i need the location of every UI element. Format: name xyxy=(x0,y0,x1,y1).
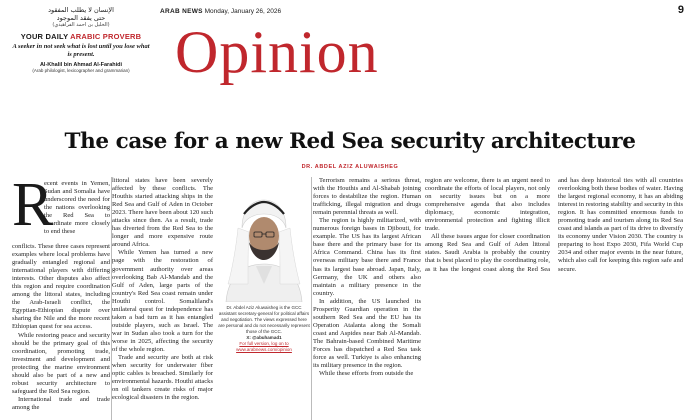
author-photo xyxy=(218,184,310,302)
author-handle: X: @abuhamad1 xyxy=(246,335,282,340)
page-number: 9 xyxy=(677,4,684,16)
column-rule xyxy=(311,177,312,420)
col6-paragraph-1: region are welcome, there is an urgent need to coordinate the efforts of local players, not only on security issues but on a more comprehensive agenda that also includes diplomacy, economic integration, environmental protection and fighting illicit trade. xyxy=(425,177,550,233)
drop-cap: R xyxy=(12,171,54,239)
article-byline: DR. ABDEL AZIZ ALUWAISHEG xyxy=(301,164,399,170)
proverb-author-note: (Arab philologist, lexicographer and grammarian) xyxy=(32,68,130,73)
masthead-date: Monday, January 26, 2026 xyxy=(204,8,282,15)
col2-paragraph-2: While Yemen has turned a new page with the restoration of government authority over areas overlooking Bab Al-Mandab and the Gulf of Aden, large parts of the country's Red Sea coast remain under Houthi control. Somaliland's unilateral quest for independence has taken a bad turn as it has entangled outside players, such as Israel. The war in Sudan also took a turn for the worse in 2025, affecting the security of the whole region. xyxy=(112,249,213,353)
col1-lead-text xyxy=(44,180,110,236)
col4-paragraph-3: In addition, the US launched its Prosperity Guardian operation in the southern Red Sea and the EU has its Operation Atalanta along the Somali coast and Aspides near Bab Al-Mandab. The Bahrain-based Combined Maritime Forces has dispatched a Red Sea task force as well. Turkiye is also enhancing its military presence in the region. xyxy=(313,297,421,370)
article-column-2 xyxy=(112,177,213,402)
article-column-1 xyxy=(12,243,110,412)
col4-paragraph-1: Terrorism remains a serious threat, with the Houthis and Al-Shabab joining forces to destabilize the region. Human trafficking, illegal migration and drugs remain perennial threats as well. xyxy=(313,177,421,217)
col1-paragraph-1: conflicts. These three cases represent examples where local problems have gradually entangled regional and international players with differing interests. Other disputes also affect this region and require coordination among the littoral states, including the Arab-Israeli conflict, the Egyptian-Ethiopian dispute over sharing the Nile and the more recent Ethiopian quest for sea access. xyxy=(12,243,110,331)
col1-paragraph-2: While restoring peace and security should be the primary goal of this coordination, promoting trade, investment and development and protecting the marine environment should also be part of a new and robust security architecture to safeguard the Red Sea region. xyxy=(12,331,110,395)
article-headline: The case for a new Red Sea security architecture xyxy=(64,129,636,154)
section-title: Opinion xyxy=(175,19,379,85)
proverb-label-prefix: YOUR DAILY xyxy=(20,32,69,41)
proverb-arabic-line-2: حتى يفقد الموجود xyxy=(56,14,106,22)
full-version-link[interactable]: For full version, log on to www.arabnews.com/opinion xyxy=(236,341,292,352)
article-column-5-6 xyxy=(425,177,683,274)
masthead-line xyxy=(160,8,670,15)
col2-paragraph-1: littoral states have been severely affected by these conflicts. The Houthis started attacking ships in the Red Sea and Gulf of Aden in October 2023. There have been about 120 such attacks since then. As a result, trade has diverted from the Red Sea to the longer and more expensive route around Africa. xyxy=(112,177,213,249)
author-caption xyxy=(218,305,310,353)
col6-paragraph-2: All these issues argue for closer coordination among Red Sea and Gulf of Aden littoral states. Saudi Arabia is probably the country that is best placed to play the coordinating role, as it has the longest coast along the Red Sea and has deep historical ties with all countries overlooking both these bodies of water. Having the largest regional economy, it has an abiding interest in restoring stability and security in this region. It has committed enormous funds to promoting trade and tourism along its Red Sea coast and islands as part of its drive to diversify its economy under Vision 2030. The country is preparing to host Expo 2030, Fifa World Cup 2034 and other major events in the near future, which also call for keeping this region safe and secure. xyxy=(425,177,683,273)
proverb-arabic-line-1: الإنسان لا يطلب المفقود xyxy=(48,6,114,14)
col2-paragraph-3: Trade and security are both at risk when security for underwater fiber optic cables is breached. Similarly for environmental hazards. Houthi attacks on oil tankers create risks of major ecological disasters in the region. xyxy=(112,354,213,402)
col4-paragraph-4: While these efforts from outside the xyxy=(319,370,414,378)
author-caption-text: Dr. Abdel Aziz Aluwaisheg is the GCC assistant secretary-general for political affairs and negotiation. The views expressed here are personal and do not necessarily represent those of the GCC. xyxy=(218,305,310,334)
column-rule xyxy=(111,177,112,420)
proverb-label xyxy=(12,32,150,41)
proverb-label-highlight: ARABIC PROVERB xyxy=(70,32,142,41)
col1-paragraph-3: International trade and trade among the xyxy=(12,395,110,411)
proverb-quote: A seeker in not seek what is lost until you lose what is present. xyxy=(12,43,150,58)
masthead-brand: ARAB NEWS xyxy=(160,8,203,15)
proverb-arabic-attribution: (الخليل بن احمد الفراهيدي) xyxy=(52,22,110,28)
proverb-author: Al-Khalil bin Ahmad Al-Farahidi xyxy=(39,62,123,68)
article-column-4 xyxy=(313,177,421,378)
daily-proverb-box xyxy=(12,6,150,73)
col4-paragraph-2: The region is highly militarized, with numerous foreign bases in Djibouti, for example. The US has its largest African base there and the primary base for its Africa Command. China has its first overseas military base there and France has its largest base abroad. Japan, Italy, Germany, the UK and others also maintain a military presence in the country. xyxy=(313,217,421,297)
col1-lead-span: ecent events in Yemen, Sudan and Somalia have underscored the need for the nations overlooking the Red Sea to coordinate more closely to end these xyxy=(44,180,110,236)
